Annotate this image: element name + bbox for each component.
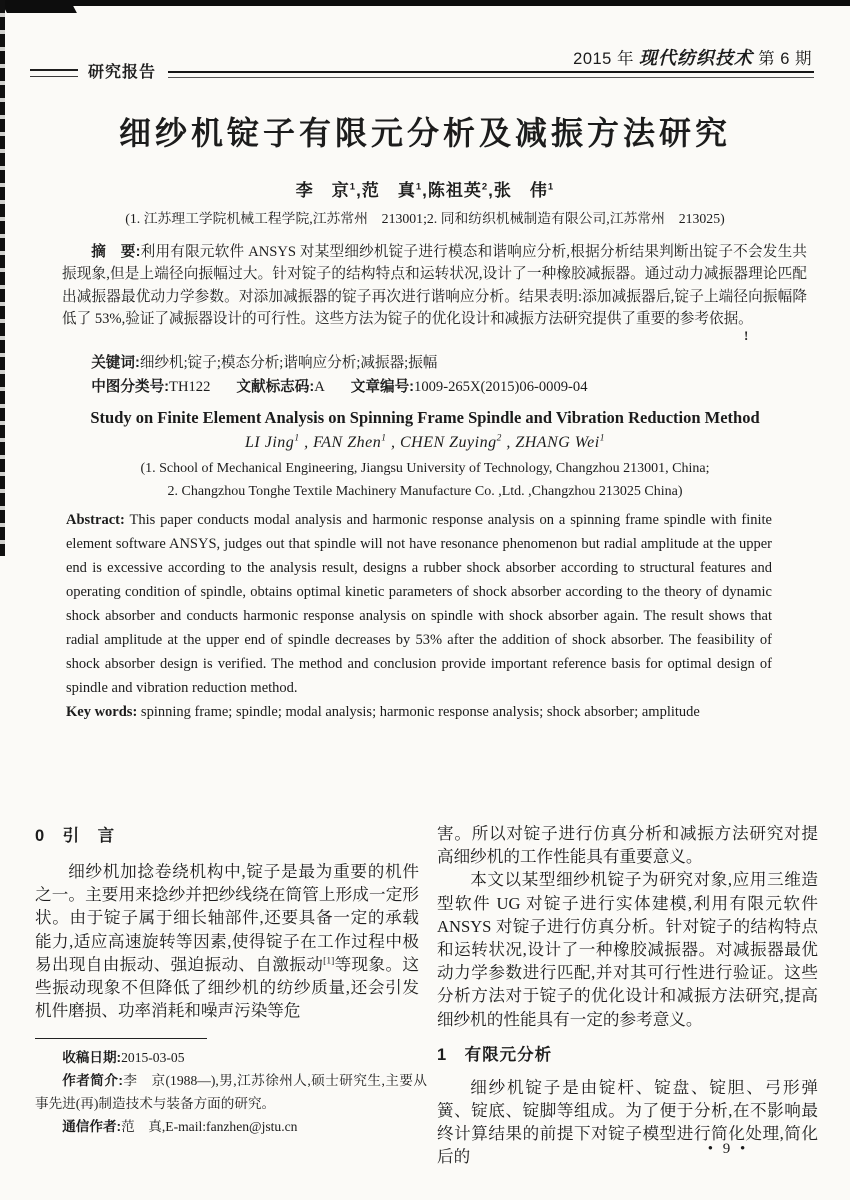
keywords-cn-label: 关键词: <box>91 355 140 371</box>
affiliation-en-line2: 2. Changzhou Tonghe Textile Machinery Manufacture Co. ,Ltd. ,Changzhou 213025 China) <box>167 484 683 499</box>
abstract-cn-paragraph <box>62 241 807 330</box>
keywords-en-paragraph <box>66 700 772 724</box>
author-name: ,张 伟$^1$ <box>488 181 555 200</box>
abstract-cn-label: 摘 要: <box>91 244 141 260</box>
abstract-en-text: This paper conducts modal analysis and harmonic response analysis on a spinning frame spindle with finite element software ANSYS, judges out that spindle will not have resonance phenomenon but radial amplitude at the upper end is excessive according to the analysis result, designs a rubber shock absorber according to structural features and operating condition of spindle, obtains optimal kinetic parameters of shock absorber according to the theory of dynamic shock absorber and conducts harmonic response analysis on spindle with shock absorber again. The result shows that radial amplitude at the upper end of spindle decreases by 53% after the addition of shock absorber. The feasibility of shock absorber design is verified. The method and conclusion provide important reference basis for optimal design of spindle and vibration reduction method. <box>66 512 772 696</box>
corresponding-author: 通信作者:范 真,E-mail:fanzhen@jstu.cn <box>62 1119 298 1134</box>
author-name-en: , CHEN Zuying$^2$ <box>386 433 502 451</box>
body-column-right <box>437 822 818 1169</box>
received-date: 收稿日期:2015-03-05 <box>62 1050 185 1065</box>
header-rule-left <box>30 69 78 77</box>
footnote-rule <box>35 1038 207 1039</box>
author-name-en: , ZHANG Wei$^1$ <box>501 433 605 451</box>
clc-number: 中图分类号:TH122 <box>91 379 211 395</box>
keywords-en-text: spinning frame; spindle; modal analysis; harmonic response analysis; shock absorber; amplitude <box>140 704 700 720</box>
scan-corner-mark <box>0 0 77 13</box>
journal-name: 现代纺织技术 <box>639 48 754 69</box>
affiliation-cn: (1. 江苏理工学院机械工程学院,江苏常州 213001;2. 同和纺织机械制造有限公司,江苏常州 213025) <box>125 211 725 226</box>
reference-1-marker: [1] <box>323 956 335 967</box>
body-column-left <box>35 822 419 1022</box>
footnote-block <box>35 1038 427 1138</box>
continued-paragraph: 害。所以对锭子进行仿真分析和减振方法研究对提高细纱机的工作性能具有重要意义。 <box>437 824 818 867</box>
document-code: 文献标志码:A <box>236 379 325 395</box>
authors-en <box>0 434 850 452</box>
author-bio: 作者简介:李 京(1988—),男,江苏徐州人,硕士研究生,主要从事先进(再)制造技术与装备方面的研究。 <box>35 1073 427 1111</box>
article-title-cn: 细纱机锭子有限元分析及减振方法研究 <box>118 115 731 151</box>
journal-year: 2015 年 <box>573 50 634 68</box>
abstract-en-label: Abstract: <box>66 512 125 528</box>
article-meta <box>62 375 822 396</box>
author-name: ,陈祖英$^2$ <box>422 181 489 200</box>
journal-issue: 第 6 期 <box>758 50 812 68</box>
keywords-en-label: Key words: <box>66 704 138 720</box>
scan-edge-top <box>0 0 850 6</box>
abstract-en <box>66 508 772 724</box>
abstract-cn <box>62 241 807 330</box>
section-1-heading: 1 有限元分析 <box>437 1045 553 1064</box>
intro-paragraph-2: 本文以某型细纱机锭子为研究对象,应用三维造型软件 UG 对锭子进行实体建模,利用有限元软件 ANSYS 对锭子进行仿真分析。针对锭子的结构特点和运转状况,设计了一种橡胶减振器。对减振器最优动力学参数进行匹配,并对其可行性进行验证。这些分析方法对于锭子的优化设计和减振方法研究,提高细纱机的性能具有一定的参考意义。 <box>437 870 818 1029</box>
author-name: 李 京$^1$ <box>295 181 357 200</box>
author-name-en: , FAN Zhen$^1$ <box>299 433 387 451</box>
keywords-cn-text: 细纱机;锭子;模态分析;谐响应分析;减振器;振幅 <box>139 355 438 371</box>
authors-cn <box>0 176 850 201</box>
section-0-heading: 0 引 言 <box>35 827 116 845</box>
page-number: • 9 • <box>707 1141 749 1157</box>
scan-stray-mark: ! <box>744 328 749 343</box>
section-label: 研究报告 <box>88 64 157 81</box>
section-0-paragraph: 细纱机加捻卷绕机构中,锭子是最为重要的机件之一。主要用来捻纱并把纱线绕在筒管上形成一定形状。由于锭子属于细长轴部件,还要具备一定的承载能力,适应高速旋转等因素,使得锭子在工作过程中极易出现自由振动、强迫振动、自激振动[1]等现象。这些振动现象不但降低了细纱机的纺纱质量,还会引发机件磨损、功率消耗和噪声污染等危 <box>35 862 420 1021</box>
section-1-paragraph: 细纱机锭子是由锭杆、锭盘、锭胆、弓形弹簧、锭底、锭脚等组成。为了便于分析,在不影响最终计算结果的前提下对锭子模型进行简化处理,简化后的 <box>437 1077 818 1167</box>
keywords-cn <box>62 351 807 372</box>
abstract-cn-text: 利用有限元软件 ANSYS 对某型细纱机锭子进行模态和谐响应分析,根据分析结果判断出锭子不会发生共振现象,但是上端径向振幅过大。针对锭子的结构特点和运转状况,设计了一种橡胶减振器。通过动力减振器理论匹配出减振器最优动力学参数。对添加减振器的锭子再次进行谐响应分析。结果表明:添加减振器后,锭子上端径向振幅降低了 53%,验证了减振器设计的可行性。这些方法为锭子的优化设计和减振方法研究提供了重要的参考依据。 <box>62 244 807 327</box>
journal-issue-line <box>168 44 814 70</box>
abstract-en-paragraph <box>66 508 772 700</box>
article-title-en: Study on Finite Element Analysis on Spinning Frame Spindle and Vibration Reduction Method <box>90 408 760 427</box>
header-right <box>168 44 814 83</box>
page-header <box>30 44 814 83</box>
author-name: ,范 真$^1$ <box>356 181 423 200</box>
affiliation-en-line1: (1. School of Mechanical Engineering, Jiangsu University of Technology, Changzhou 213001, China; <box>140 461 710 476</box>
author-name-en: LI Jing$^1$ <box>245 433 300 451</box>
header-rule-right <box>168 71 814 78</box>
article-id: 文章编号:1009-265X(2015)06-0009-04 <box>350 379 588 395</box>
